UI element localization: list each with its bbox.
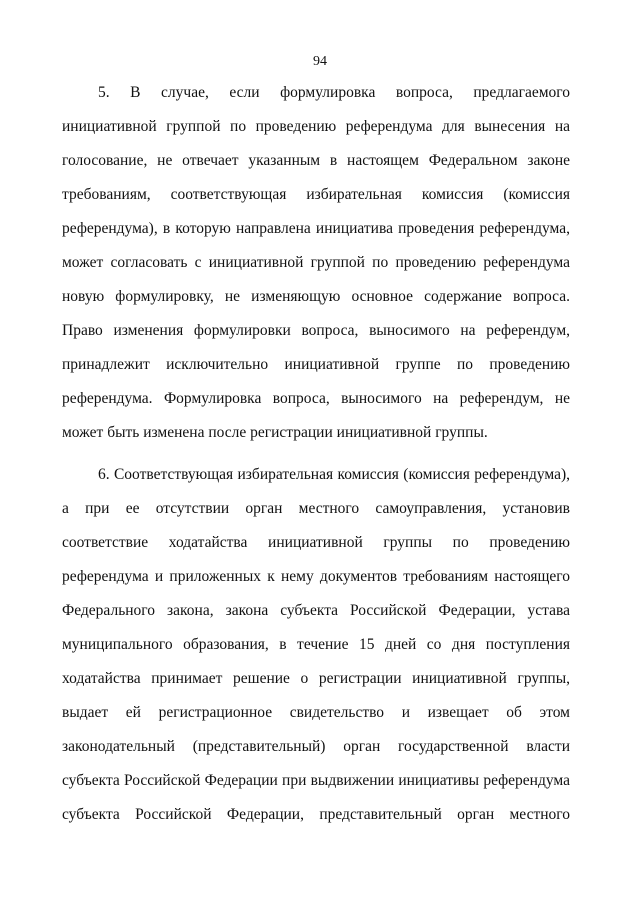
paragraph-gap bbox=[62, 450, 570, 458]
paragraph-6-line-11: субъекта Российской Федерации, представительный орган местного bbox=[62, 806, 570, 823]
paragraph-5-line-11: может быть изменена после регистрации инициативной группы. bbox=[62, 424, 488, 441]
paragraph-5-line-3: голосование, не отвечает указанным в настоящем Федеральном законе bbox=[62, 152, 570, 169]
paragraph-5-line-8: Право изменения формулировки вопроса, выносимого на референдум, bbox=[62, 322, 570, 339]
paragraph-6-line-1: 6. Соответствующая избирательная комиссия (комиссия референдума), bbox=[98, 466, 570, 483]
paragraph-6-line-7: ходатайства принимает решение о регистрации инициативной группы, bbox=[62, 670, 570, 687]
paragraph-5-line-1: 5. В случае, если формулировка вопроса, предлагаемого bbox=[98, 84, 570, 101]
paragraph-6-line-5: Федерального закона, закона субъекта Российской Федерации, устава bbox=[62, 602, 570, 619]
paragraph-6-line-3: соответствие ходатайства инициативной группы по проведению bbox=[62, 534, 570, 551]
paragraph-6-line-10: субъекта Российской Федерации при выдвижении инициативы референдума bbox=[62, 772, 570, 789]
paragraph-5-line-4: требованиям, соответствующая избирательная комиссия (комиссия bbox=[62, 186, 570, 203]
paragraph-5-line-6: может согласовать с инициативной группой по проведению референдума bbox=[62, 254, 570, 271]
paragraph-5-line-9: принадлежит исключительно инициативной группе по проведению bbox=[62, 356, 570, 373]
paragraph-5-line-7: новую формулировку, не изменяющую основное содержание вопроса. bbox=[62, 288, 570, 305]
paragraph-6-line-8: выдает ей регистрационное свидетельство и извещает об этом bbox=[62, 704, 570, 721]
paragraph-6-line-4: референдума и приложенных к нему документов требованиям настоящего bbox=[62, 568, 570, 585]
paragraph-6-line-2: а при ее отсутствии орган местного самоуправления, установив bbox=[62, 500, 570, 517]
page-number: 94 bbox=[313, 54, 327, 69]
document-body bbox=[62, 76, 570, 832]
paragraph-6-line-6: муниципального образования, в течение 15 дней со дня поступления bbox=[62, 636, 570, 653]
paragraph-5-line-10: референдума. Формулировка вопроса, выносимого на референдум, не bbox=[62, 390, 570, 407]
paragraph-5-line-5: референдума), в которую направлена инициатива проведения референдума, bbox=[62, 220, 570, 237]
paragraph-6-line-9: законодательный (представительный) орган государственной власти bbox=[62, 738, 570, 755]
paragraph-5-line-2: инициативной группой по проведению референдума для вынесения на bbox=[62, 118, 570, 135]
